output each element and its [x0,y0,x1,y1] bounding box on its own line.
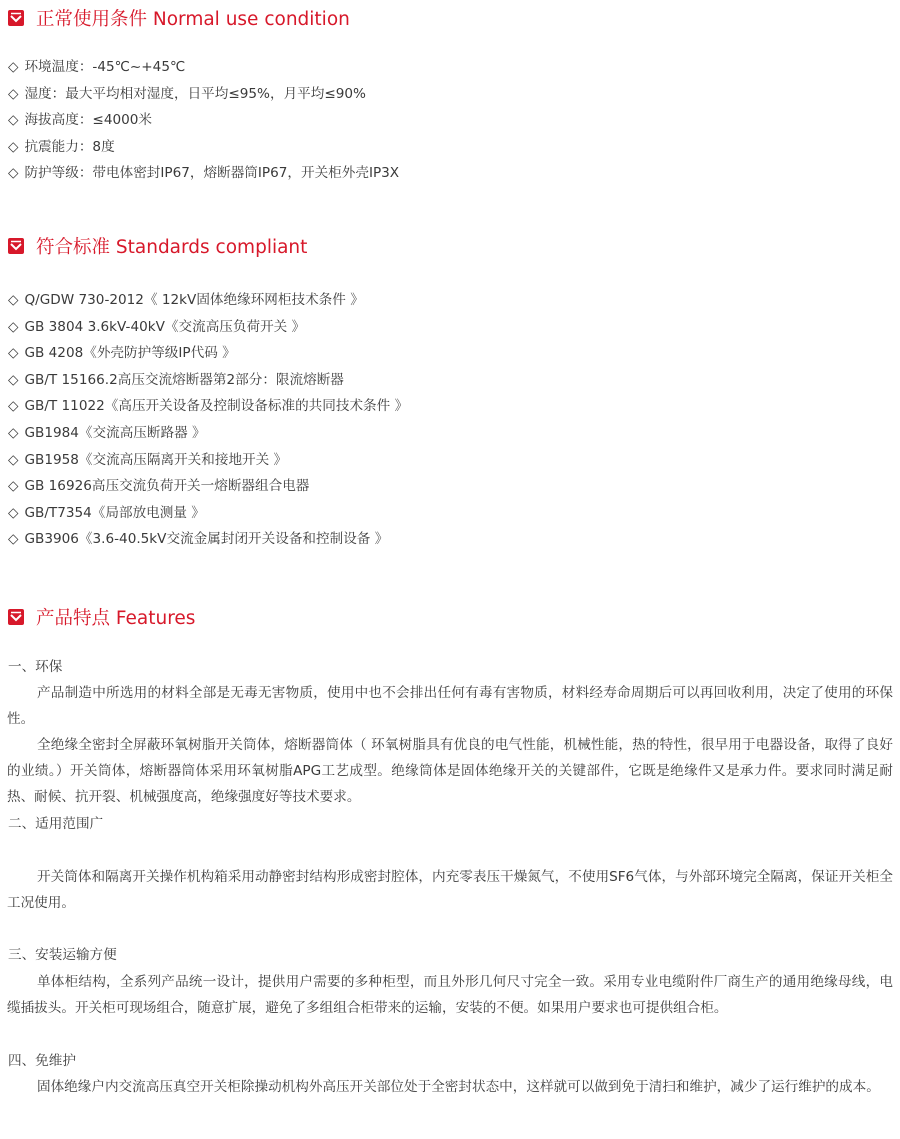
feature-paragraph: 固体绝缘户内交流高压真空开关柜除操动机构外高压开关部位处于全密封状态中，这样就可以做到免于清扫和维护，减少了运行维护的成本。 [37,1079,880,1095]
list-item: ◇ GB/T 11022《高压开关设备及控制设备标准的共同技术条件 》 [8,398,409,415]
diamond-bullet-icon: ◇ [8,165,19,182]
list-item: ◇ GB 4208《外壳防护等级IP代码 》 [8,345,236,362]
feature-paragraph: 单体柜结构，全系列产品统一设计，提供用户需要的多种柜型，而且外形几何尺寸完全一致。采用专业电缆附件厂商生产的通用绝缘母线，电缆插拔头。开关柜可现场组合，随意扩展，避免了多组组合柜带来的运输，安装的不便。如果用户要求也可提供组合柜。 [7,974,893,1016]
diamond-bullet-icon: ◇ [8,424,19,441]
feature-heading-eco: 一、环保 [8,659,63,675]
feature-paragraph: 全绝缘全密封全屏蔽环氧树脂开关筒体，熔断器筒体（ 环氧树脂具有优良的电气性能，机械性能，热的特性，很早用于电器设备，取得了良好的业绩。）开关筒体，熔断器筒体采用环氧树脂APG工艺成型。绝缘筒体是固体绝缘开关的关键部件，它既是绝缘件又是承力件。要求同时满足耐热、耐候、抗开裂、机械强度高，绝缘强度好等技术要求。 [7,737,893,805]
list-item: ◇ GB3906《3.6-40.5kV交流金属封闭开关设备和控制设备 》 [8,531,389,548]
diamond-bullet-icon: ◇ [8,504,19,521]
feature-heading-maintenance: 四、免维护 [8,1053,76,1069]
diamond-bullet-icon: ◇ [8,85,19,102]
list-item: ◇ 湿度：最大平均相对湿度，日平均≤95%，月平均≤90% [8,85,366,102]
diamond-bullet-icon: ◇ [8,345,19,362]
feature-paragraph: 产品制造中所选用的材料全部是无毒无害物质，使用中也不会排出任何有毒有害物质，材料经寿命周期后可以再回收利用，决定了使用的环保性。 [7,685,893,727]
section-flag-icon [8,10,24,26]
section-header-standards [8,234,307,258]
diamond-bullet-icon: ◇ [8,59,19,75]
list-item: ◇ Q/GDW 730-2012《 12kV固体绝缘环网柜技术条件 》 [8,292,364,308]
list-item: ◇ 环境温度：-45℃~+45℃ [8,59,186,75]
feature-heading-scope: 二、适用范围广 [8,816,104,832]
section-header-normal-use [8,6,350,30]
list-item: ◇ GB1984《交流高压断路器 》 [8,424,206,441]
diamond-bullet-icon: ◇ [8,112,19,129]
section-flag-icon [8,609,24,625]
section-title-normal-use: 正常使用条件 Normal use condition [36,9,350,30]
diamond-bullet-icon: ◇ [8,478,19,495]
diamond-bullet-icon: ◇ [8,292,19,308]
section-header-features [8,605,195,629]
list-item: ◇ GB 3804 3.6kV-40kV《交流高压负荷开关 》 [8,318,306,335]
diamond-bullet-icon: ◇ [8,531,19,548]
feature-paragraph: 开关筒体和隔离开关操作机构箱采用动静密封结构形成密封腔体，内充零表压干燥氮气，不使用SF6气体，与外部环境完全隔离，保证开关柜全工况使用。 [7,869,893,911]
section-title-standards: 符合标准 Standards compliant [36,237,308,258]
diamond-bullet-icon: ◇ [8,398,19,415]
standards-list [8,287,408,553]
list-item: ◇ GB1958《交流高压隔离开关和接地开关 》 [8,451,288,468]
diamond-bullet-icon: ◇ [8,318,19,335]
diamond-bullet-icon: ◇ [8,371,19,388]
list-item: ◇ GB 16926高压交流负荷开关一熔断器组合电器 [8,478,310,495]
feature-heading-install: 三、安装运输方便 [8,947,117,963]
diamond-bullet-icon: ◇ [8,451,19,468]
list-item: ◇ 海拔高度：≤4000米 [8,112,153,129]
list-item: ◇ GB/T 15166.2高压交流熔断器第2部分：限流熔断器 [8,371,344,388]
section-title-features: 产品特点 Features [36,608,196,629]
list-item: ◇ GB/T7354《局部放电测量 》 [8,504,205,521]
diamond-bullet-icon: ◇ [8,138,19,155]
list-item: ◇ 防护等级：带电体密封IP67，熔断器筒IP67，开关柜外壳IP3X [8,165,400,182]
normal-use-list [8,54,399,187]
section-flag-icon [8,238,24,254]
list-item: ◇ 抗震能力：8度 [8,138,115,155]
